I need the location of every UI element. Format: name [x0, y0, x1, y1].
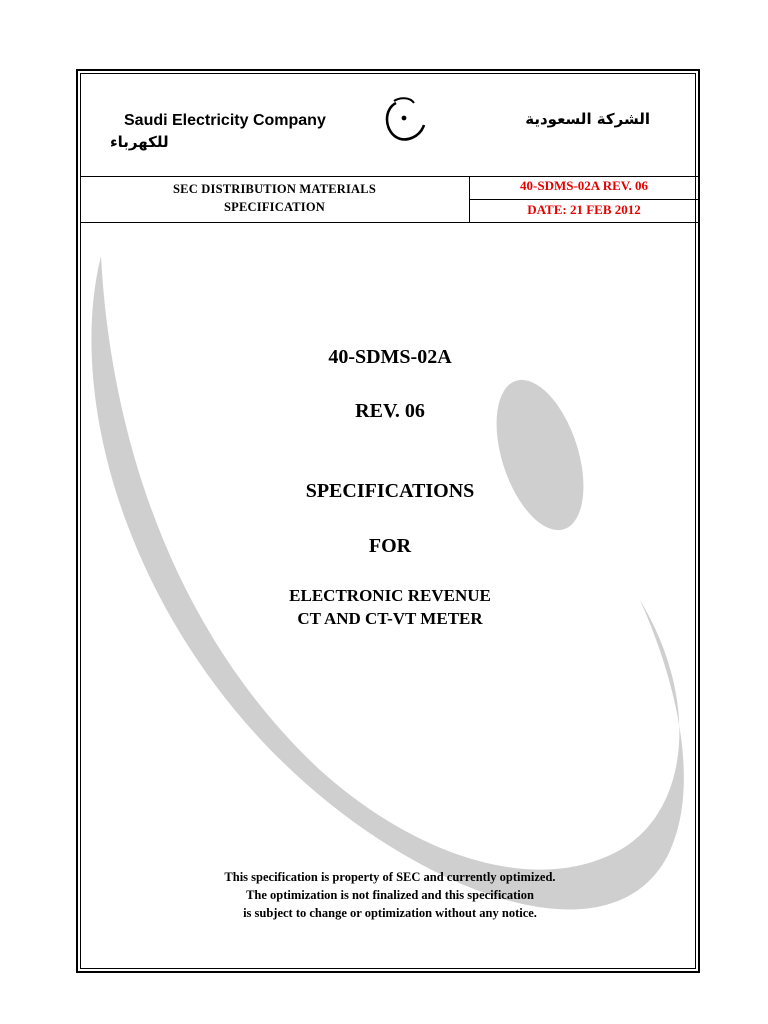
spec-title-line1: SEC DISTRIBUTION MATERIALS	[173, 182, 376, 196]
document-for-label: FOR	[368, 535, 412, 557]
document-subject-line2: CT AND CT-VT METER	[297, 609, 483, 628]
header-table-middle-rule	[470, 199, 700, 200]
spec-date: DATE: 21 FEB 2012	[527, 202, 641, 217]
header-table-top-rule	[80, 176, 700, 177]
spec-header-title	[80, 180, 469, 216]
document-revision: REV. 06	[355, 400, 425, 422]
spec-title-line2: SPECIFICATION	[224, 200, 325, 214]
notice-line2: The optimization is not finalized and this specification	[246, 888, 534, 902]
document-subject-line1: ELECTRONIC REVENUE	[289, 586, 491, 605]
notice-line1: This specification is property of SEC and currently optimized.	[224, 870, 556, 884]
document-title: SPECIFICATIONS	[305, 480, 475, 502]
header-table-bottom-rule	[80, 222, 700, 223]
spec-reference-code: 40-SDMS-02A REV. 06	[520, 178, 648, 193]
document-number: 40-SDMS-02A	[328, 346, 452, 368]
sec-arc-logo-icon	[382, 95, 428, 145]
company-name-arabic-line1: الشركة السعودية	[525, 110, 650, 128]
company-name-english: Saudi Electricity Company	[124, 112, 326, 129]
notice-line3: is subject to change or optimization without any notice.	[243, 906, 537, 920]
company-name-arabic-line2: للكهرباء	[110, 133, 169, 151]
